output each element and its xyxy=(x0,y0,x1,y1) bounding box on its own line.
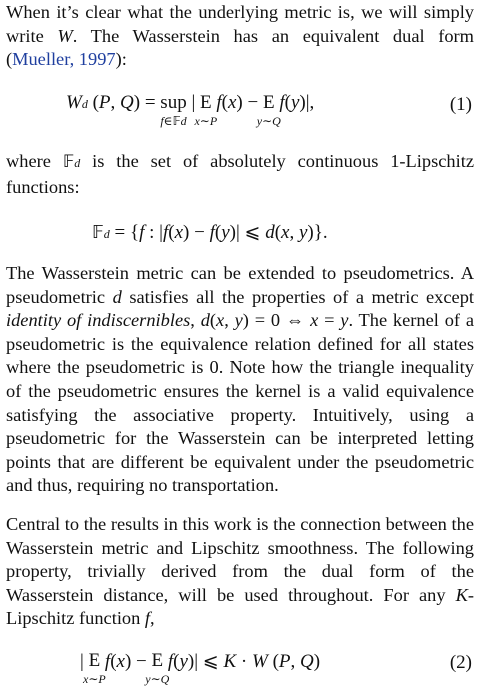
paragraph-pseudometrics: The Wasserstein metric can be extended to pseudometrics. A pseudometric d satisfies all the properties of a metric except identity of indiscernibles, d(x, y) = 0 ⇔ x = y. The kernel of a pseudometric is the equivalence relation defined for all states where the pseudometric is 0. Note how the triangle inequality of the pseudometric ensures the kernel is a valid equivalence satisfying the associative property. Intuitively, using a pseudometric for the Wasserstein can be interpreted letting points that are different be equivalent under the pseudometric and thus, requiring no transportation. xyxy=(6,263,475,496)
paragraph-lipschitz-set: where 𝔽d is the set of absolutely continuous 1-Lipschitz functions: xyxy=(6,151,474,197)
equation-number: (2) xyxy=(449,652,472,673)
equation-1 xyxy=(6,82,474,140)
paragraph-wasserstein-notation: When it’s clear what the underlying metric is, we will simply write W. The Wasserstein has an equivalent dual form (Mueller, 1997): xyxy=(6,2,474,70)
equation-1-body: Wd (P, Q) = sup f∈𝔽d | E x∼P f(x) − E y∼Q f(y)|, xyxy=(66,92,315,128)
paragraph-lipschitz-connection: Central to the results in this work is the connection between the Wasserstein metric and Lipschitz smoothness. The following property, trivially derived from the dual form of the Wasserstein distance, will be used throughout. For any K-Lipschitz function f, xyxy=(6,514,474,629)
citation-link[interactable]: Mueller, 1997 xyxy=(12,49,116,70)
equation-set-definition: 𝔽d = {f : |f(x) − f(y)| ⩽ d(x, y)}. xyxy=(92,222,328,243)
equation-2: | E x∼P f(x) − E y∼Q f(y)| ⩽ K · W (P, Q) (2) xyxy=(80,650,472,686)
equation-number: (1) xyxy=(449,94,472,115)
